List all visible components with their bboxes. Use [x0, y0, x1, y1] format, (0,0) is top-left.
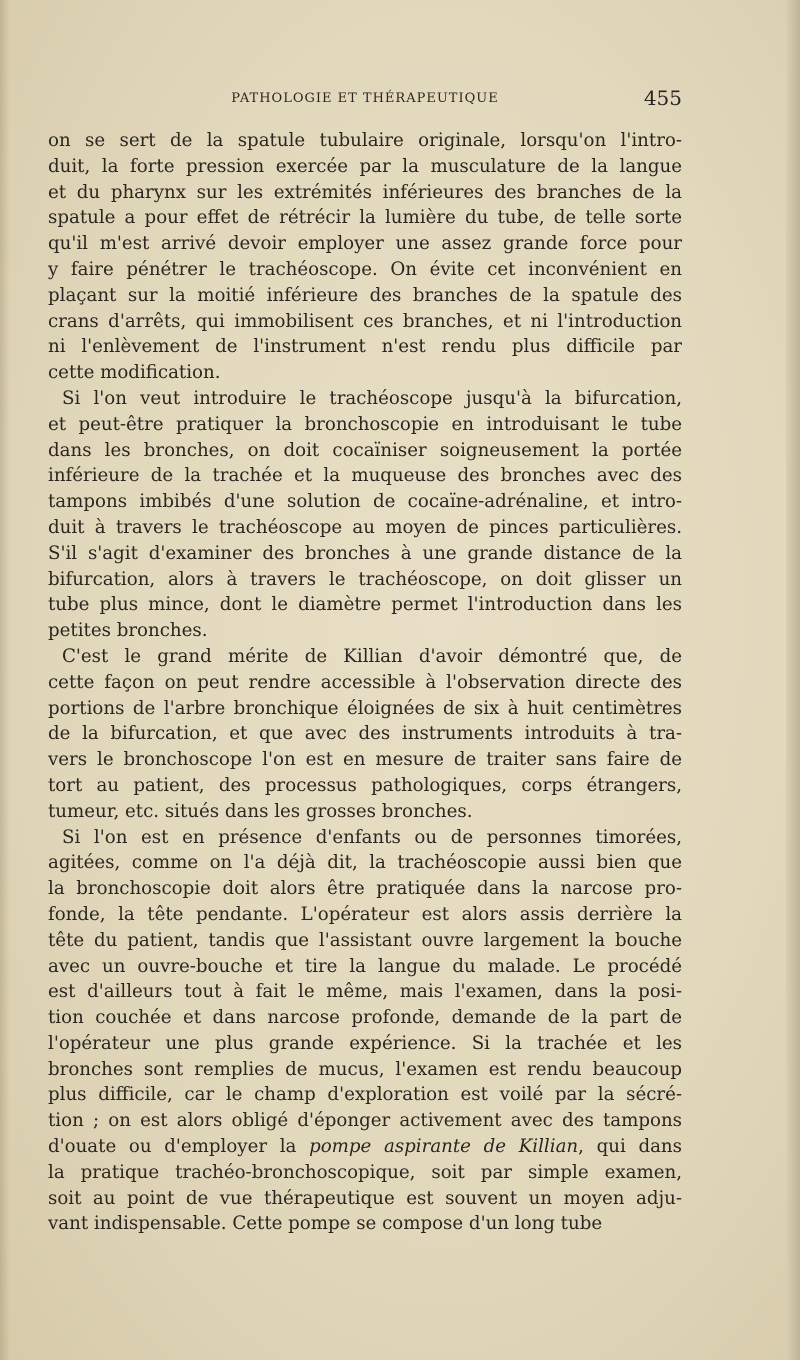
text-line: avec un ouvre-bouche et tire la langue du malade. Le procédé — [48, 955, 682, 977]
text-line: tion couchée et dans narcose profonde, demande de la part de — [48, 1007, 682, 1029]
text-line: ni l'enlèvement de l'instrument n'est rendu plus difficile par — [48, 336, 682, 358]
italic-term: pompe aspirante de Killian — [309, 1136, 579, 1158]
text-line: duit à travers le trachéoscope au moyen de pinces particulières. — [48, 516, 682, 538]
body-text — [48, 128, 682, 1237]
text-line: plus difficile, car le champ d'exploration est voilé par la sécré- — [48, 1084, 682, 1106]
text-line: soit au point de vue thérapeutique est souvent un moyen adju- — [48, 1187, 682, 1209]
text-line: tampons imbibés d'une solution de cocaïne-adrénaline, et intro- — [48, 491, 682, 513]
text-line: tumeur, etc. situés dans les grosses bronches. — [48, 800, 473, 822]
text-line: cette modification. — [48, 362, 221, 384]
text-line: S'il s'agit d'examiner des bronches à une grande distance de la — [48, 542, 682, 564]
text-line: et du pharynx sur les extrémités inférieures des branches de la — [48, 181, 682, 203]
text-line: Si l'on est en présence d'enfants ou de personnes timorées, — [62, 826, 682, 848]
text-line: bronches sont remplies de mucus, l'examen est rendu beaucoup — [48, 1058, 682, 1080]
text-line: Si l'on veut introduire le trachéoscope jusqu'à la bifurcation, — [62, 387, 682, 409]
text-line: petites bronches. — [48, 620, 208, 642]
text-line: vant indispensable. Cette pompe se compose d'un long tube — [48, 1213, 603, 1235]
text-line: est d'ailleurs tout à fait le même, mais l'examen, dans la posi- — [48, 981, 682, 1003]
paragraph — [48, 128, 682, 386]
text-line: cette façon on peut rendre accessible à l'observation directe des — [48, 671, 682, 693]
text-line: plaçant sur la moitié inférieure des branches de la spatule des — [48, 284, 682, 306]
paragraph — [48, 386, 682, 644]
paragraph — [48, 825, 682, 1238]
text-line: d'ouate ou d'employer la pompe aspirante de Killian, qui dans — [48, 1136, 682, 1158]
text-line: y faire pénétrer le trachéoscope. On évite cet inconvénient en — [48, 258, 682, 280]
running-head — [48, 86, 682, 112]
text-line: tête du patient, tandis que l'assistant ouvre largement la bouche — [48, 929, 682, 951]
text-line: tion ; on est alors obligé d'éponger activement avec des tampons — [48, 1110, 682, 1132]
text-line: inférieure de la trachée et la muqueuse des bronches avec des — [48, 465, 682, 487]
text-line: de la bifurcation, et que avec des instruments introduits à tra- — [48, 723, 682, 745]
text-line: la bronchoscopie doit alors être pratiquée dans la narcose pro- — [48, 878, 682, 900]
page-edge-right — [786, 0, 800, 1360]
text-line: tube plus mince, dont le diamètre permet l'introduction dans les — [48, 594, 682, 616]
text-line: on se sert de la spatule tubulaire originale, lorsqu'on l'intro- — [48, 130, 682, 151]
text-line: dans les bronches, on doit cocaïniser soigneusement la portée — [48, 439, 682, 461]
text-line: bifurcation, alors à travers le trachéoscope, on doit glisser un — [48, 568, 682, 590]
page-number: 455 — [643, 86, 682, 110]
text-line: tort au patient, des processus pathologiques, corps étrangers, — [48, 774, 682, 796]
text-line: l'opérateur une plus grande expérience. Si la trachée et les — [48, 1032, 682, 1054]
text-line: crans d'arrêts, qui immobilisent ces branches, et ni l'introduction — [48, 310, 682, 332]
text-line: duit, la forte pression exercée par la musculature de la langue — [48, 155, 682, 177]
text-line: C'est le grand mérite de Killian d'avoir démontré que, de — [62, 645, 682, 667]
text-line: spatule a pour effet de rétrécir la lumière du tube, de telle sorte — [48, 207, 682, 229]
running-title: PATHOLOGIE ET THÉRAPEUTIQUE — [231, 91, 499, 106]
text-line: qu'il m'est arrivé devoir employer une assez grande force pour — [48, 233, 682, 255]
paragraph — [48, 644, 682, 825]
text-line: portions de l'arbre bronchique éloignées de six à huit centimètres — [48, 697, 682, 719]
text-line: agitées, comme on l'a déjà dit, la trachéoscopie aussi bien que — [48, 852, 682, 874]
page-shadow-left — [0, 0, 10, 1360]
text-line: vers le bronchoscope l'on est en mesure de traiter sans faire de — [48, 749, 682, 771]
text-line: et peut-être pratiquer la bronchoscopie en introduisant le tube — [48, 413, 682, 435]
text-line: la pratique trachéo-bronchoscopique, soit par simple examen, — [48, 1161, 682, 1183]
text-line: fonde, la tête pendante. L'opérateur est alors assis derrière la — [48, 903, 682, 925]
